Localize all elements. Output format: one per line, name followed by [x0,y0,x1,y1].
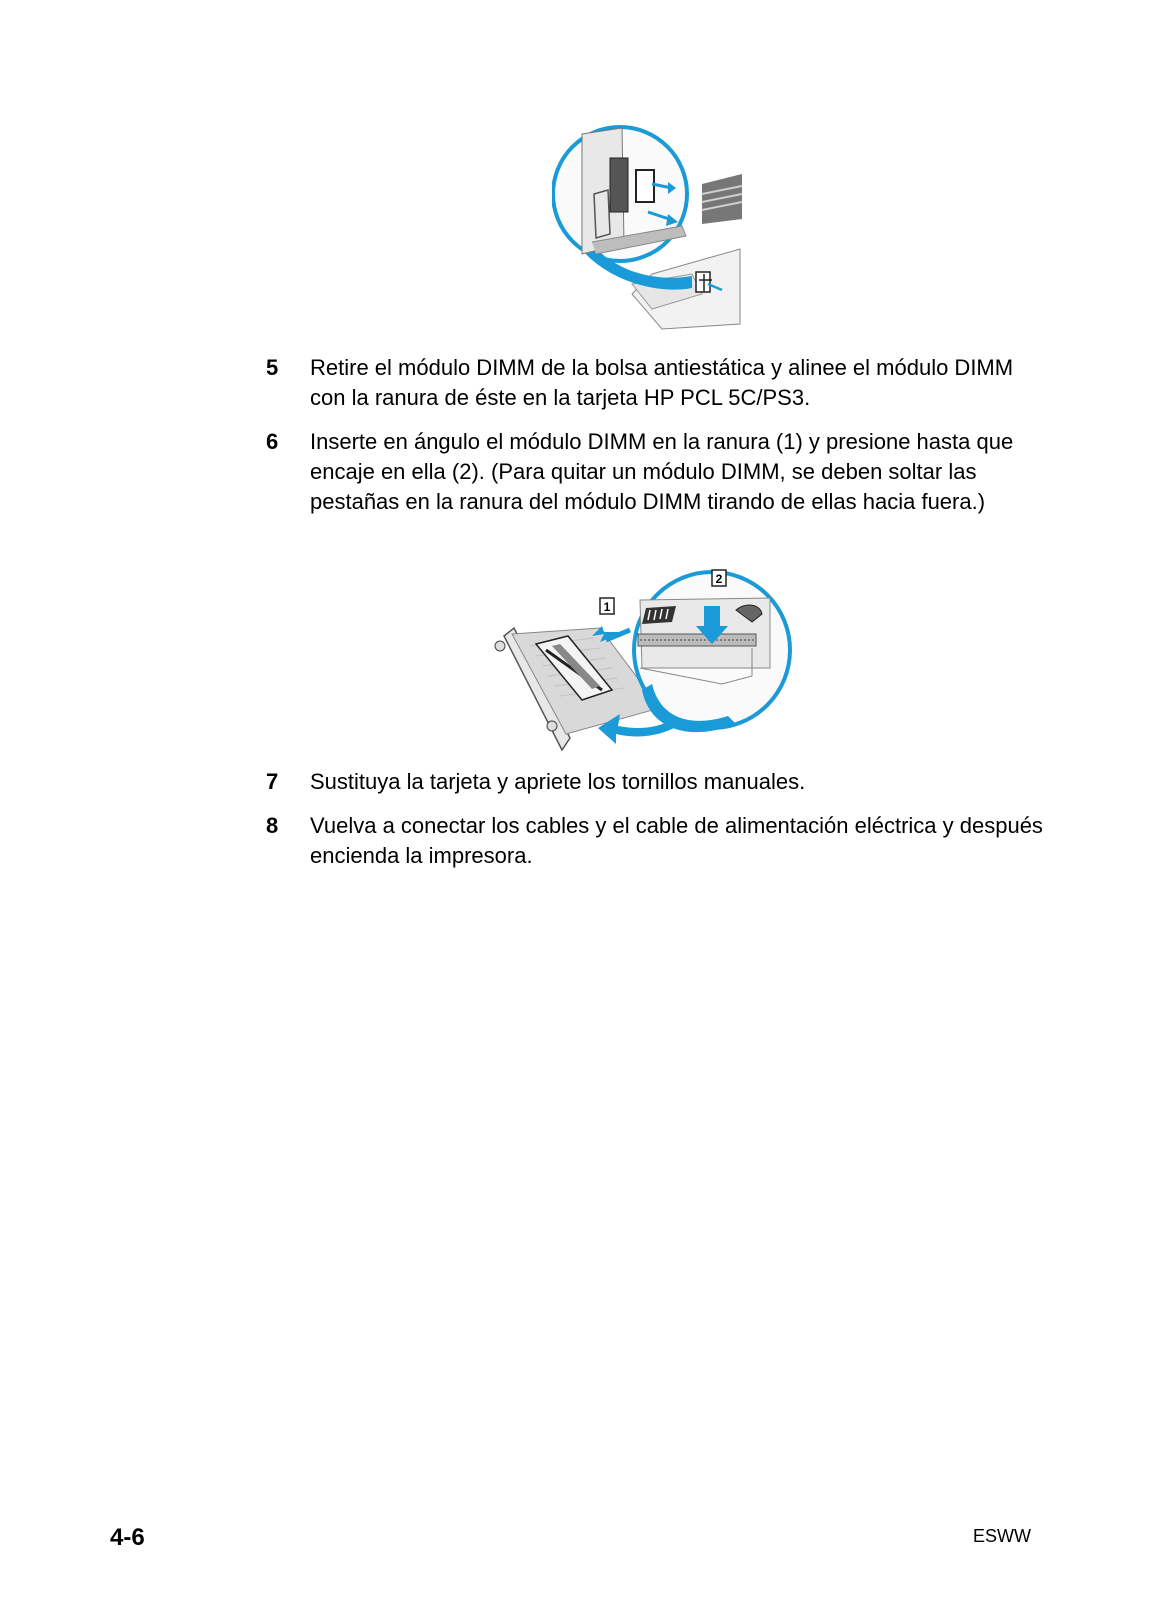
document-code: ESWW [973,1526,1031,1546]
instruction-step [266,811,1046,871]
step-text: Inserte en ángulo el módulo DIMM en la ranura (1) y presione hasta que encaje en ella (2). (Para quitar un módulo DIMM, se deben soltar las pestañas en la ranura del módulo DIMM tirando de ellas hacia fuera.) [310,429,1014,514]
step-number: 8 [266,813,279,838]
step-number: 5 [266,355,279,380]
printer-card-slot-illustration [552,124,742,334]
step-text: Sustituya la tarjeta y apriete los tornillos manuales. [310,769,806,794]
step-number: 6 [266,429,279,454]
step-text: Vuelva a conectar los cables y el cable de alimentación eléctrica y después encienda la impresora. [310,813,1043,868]
page-number: 4-6 [110,1524,145,1551]
instruction-step [266,427,1046,517]
instruction-step [266,767,1046,797]
dimm-insertion-illustration [490,558,800,768]
instruction-step [266,353,1046,413]
step-text: Retire el módulo DIMM de la bolsa antiestática y alinee el módulo DIMM con la ranura de éste en la tarjeta HP PCL 5C/PS3. [310,355,1014,410]
callout-2-label: 2 [715,572,723,586]
step-number: 7 [266,769,279,794]
callout-1-label: 1 [603,600,611,614]
